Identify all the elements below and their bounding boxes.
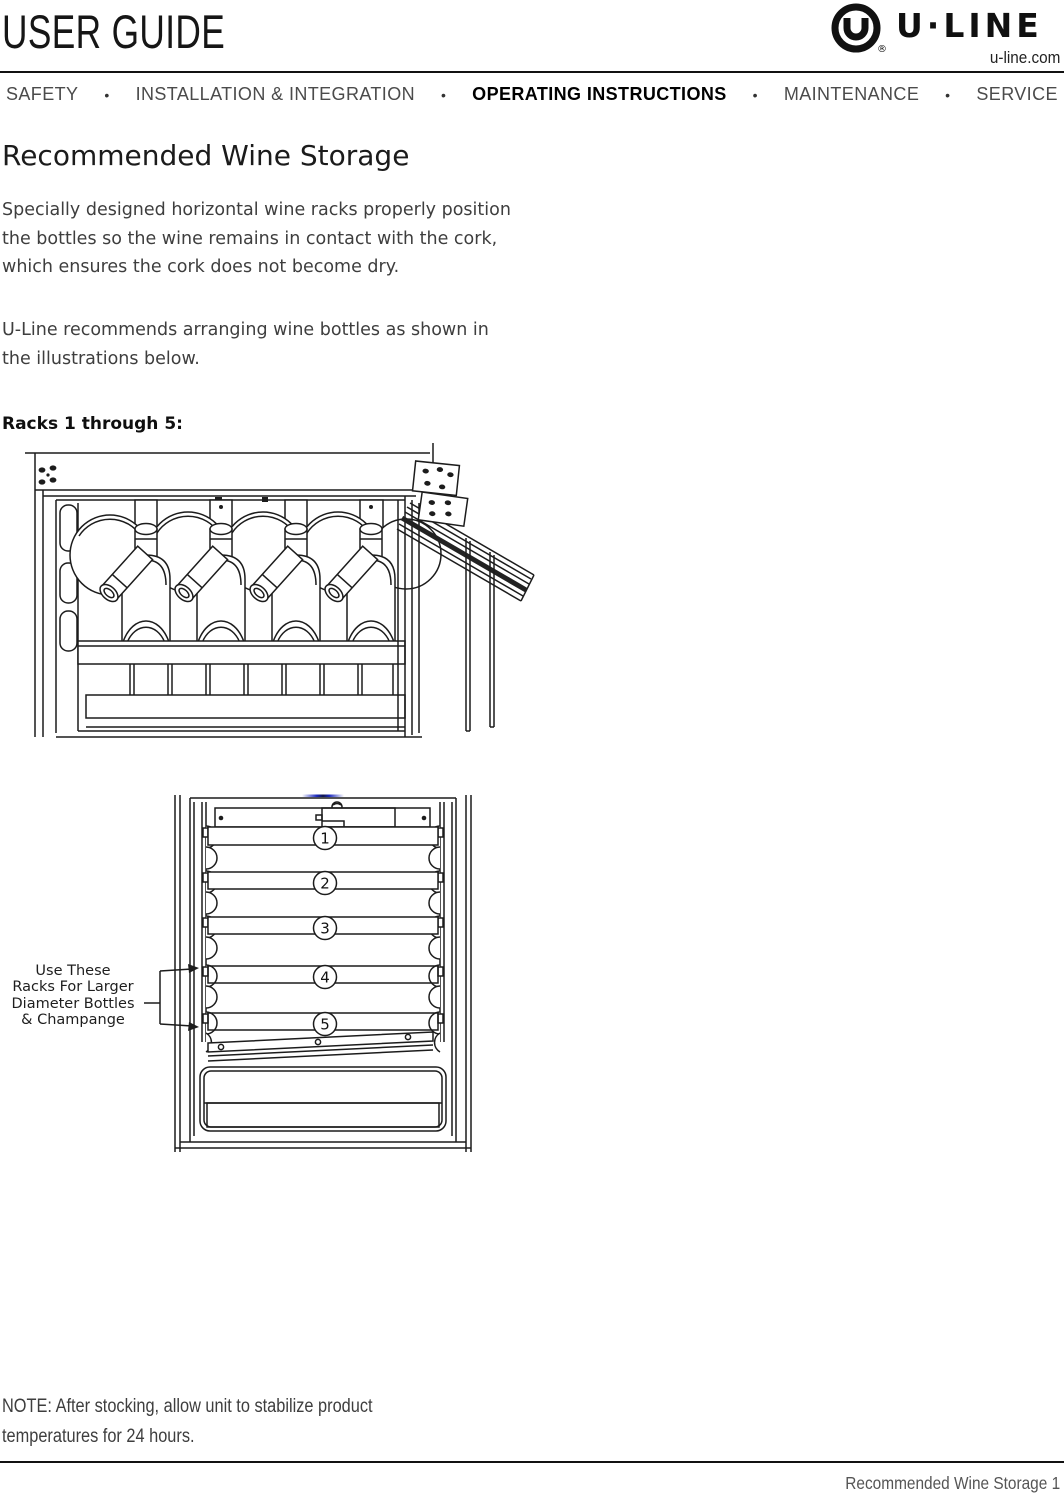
nav-item-safety: SAFETY <box>6 84 79 104</box>
rack-number-4: 4 <box>320 968 330 987</box>
note-line: temperatures for 24 hours. <box>2 1426 195 1447</box>
callout-connector-arrows <box>138 958 204 1032</box>
nav-item-operating-current: OPERATING INSTRUCTIONS <box>472 84 727 104</box>
paragraph-2 <box>2 316 489 373</box>
door-hinge-top-right <box>413 461 468 526</box>
bottom-grille <box>208 1032 433 1061</box>
hinge-screws-top-left <box>39 465 57 484</box>
brand-wordmark: U·LINE <box>896 6 1043 45</box>
nav-item-installation: INSTALLATION & INTEGRATION <box>135 84 416 104</box>
bullet-separator: • <box>104 86 110 103</box>
registered-mark: ® <box>877 44 887 55</box>
callout-line: Racks For Larger <box>12 979 134 996</box>
control-panel <box>215 808 430 827</box>
page-footer-label: Recommended Wine Storage 1 <box>845 1473 1060 1493</box>
rack-number-5: 5 <box>320 1015 330 1034</box>
footer-divider <box>0 1461 1064 1463</box>
wine-rack-rail <box>56 641 422 737</box>
paragraph-line: the bottles so the wine remains in contact with the cork, <box>2 228 498 249</box>
bullet-separator: • <box>752 86 758 103</box>
nav-item-service: SERVICE <box>976 84 1058 104</box>
racks-heading: Racks 1 through 5: <box>2 414 183 434</box>
figure-wine-rack-loaded-illustration <box>22 443 542 743</box>
nav-item-maintenance: MAINTENANCE <box>783 84 920 104</box>
lower-storage-bin <box>190 1067 456 1142</box>
stabilize-note <box>2 1392 373 1452</box>
callout-larger-bottles <box>0 963 146 1029</box>
callout-line: Diameter Bottles <box>11 995 135 1012</box>
note-line: NOTE: After stocking, allow unit to stabilize product <box>2 1396 373 1417</box>
bullet-separator: • <box>945 86 951 103</box>
callout-line: Use These <box>35 963 111 979</box>
rack-number-1: 1 <box>320 829 330 848</box>
header-divider <box>0 71 1064 73</box>
rack-number-2: 2 <box>320 874 330 893</box>
paragraph-1 <box>2 196 511 282</box>
page-title: USER GUIDE <box>2 5 226 58</box>
brand-website: u-line.com <box>989 48 1060 67</box>
rack-number-3: 3 <box>320 919 330 938</box>
blue-accent-mark <box>302 795 344 798</box>
paragraph-line: Specially designed horizontal wine racks properly position <box>2 200 511 220</box>
section-title: Recommended Wine Storage <box>2 139 410 172</box>
section-nav <box>6 84 1058 105</box>
rack-number-badges <box>314 827 337 1036</box>
figure-rack-positions-illustration <box>168 790 478 1160</box>
bullet-separator: • <box>440 86 447 103</box>
door-hinge-receivers <box>60 505 77 651</box>
paragraph-line: U-Line recommends arranging wine bottles as shown in <box>2 320 489 340</box>
callout-line: & Champange <box>21 1012 125 1029</box>
paragraph-line: the illustrations below. <box>2 348 200 369</box>
uline-logo-icon <box>831 3 881 55</box>
paragraph-line: which ensures the cork does not become dry. <box>2 257 400 277</box>
